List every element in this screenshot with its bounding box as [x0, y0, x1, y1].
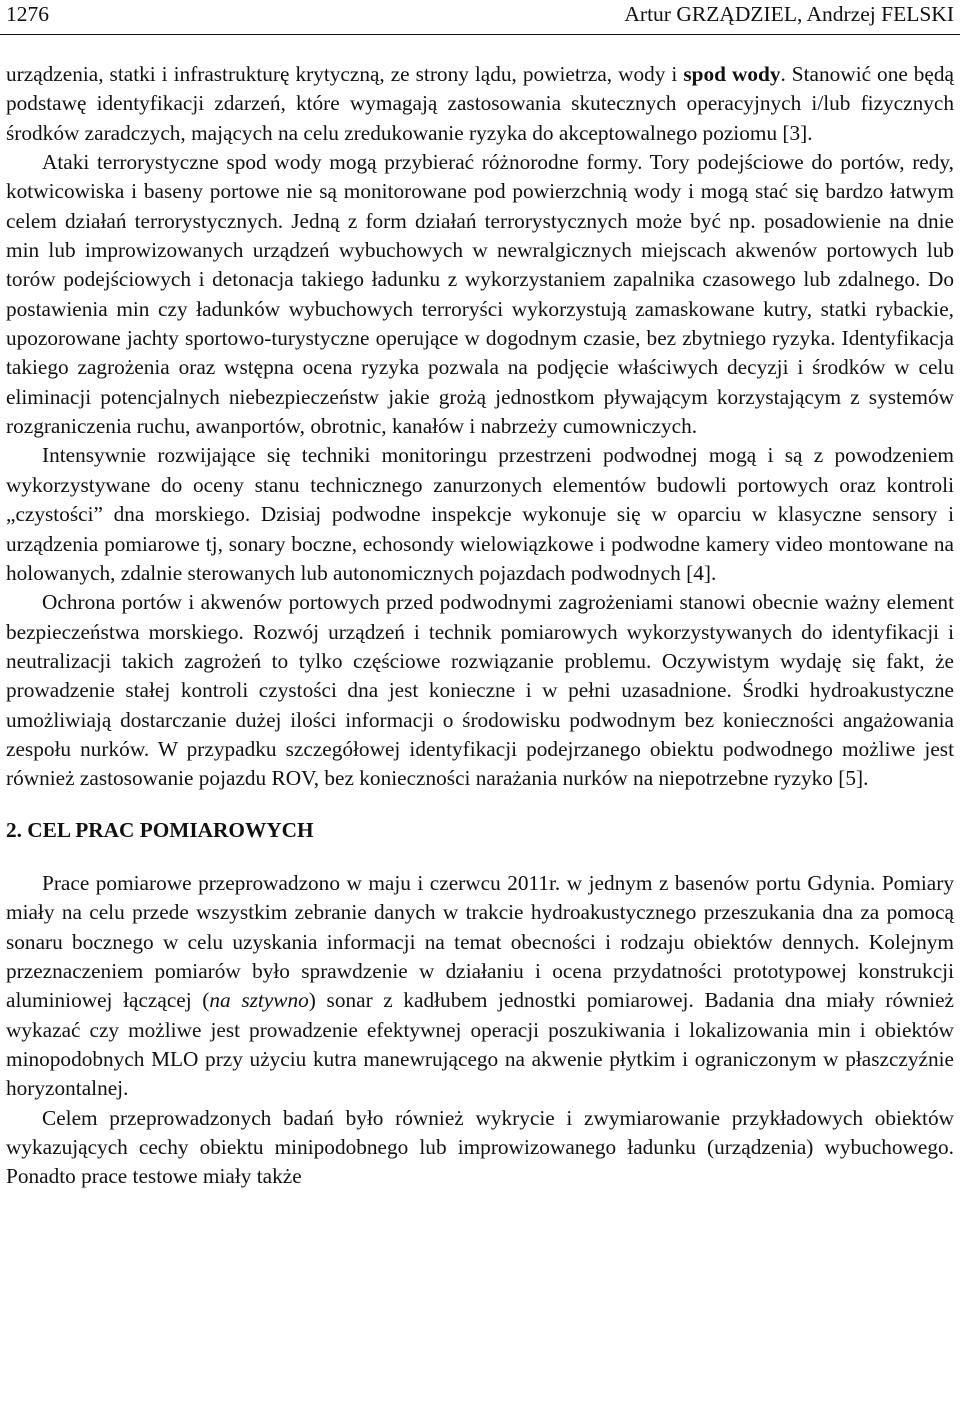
paragraph-5-italic-text: na sztywno — [209, 988, 309, 1013]
paragraph-1 — [6, 60, 954, 148]
paragraph-4: Ochrona portów i akwenów portowych przed podwodnymi zagrożeniami stanowi obecnie ważny element bezpieczeństwa morskiego. Rozwój urządzeń i technik pomiarowych wykorzystywanych do identyfikacji i neutralizacji takich zagrożeń to tylko częściowe rozwiązanie problemu. Oczywistym wydaję się fakt, że prowadzenie stałej kontroli czystości dna jest konieczne i w pełni uzasadnione. Środki hydroakustyczne umożliwiają dostarczanie dużej ilości informacji o środowisku podwodnym bez konieczności angażowania zespołu nurków. W przypadku szczegółowej identyfikacji podejrzanego obiektu podwodnego możliwe jest również zastosowanie pojazdu ROV, bez konieczności narażania nurków na niepotrzebne ryzyko [5]. — [6, 590, 954, 791]
paragraph-5 — [6, 869, 954, 1104]
article-body — [6, 60, 954, 1192]
paragraph-5-text: Prace pomiarowe przeprowadzono w maju i czerwcu 2011r. w jednym z basenów portu Gdynia. Pomiary miały na celu przede wszystkim zebranie danych w trakcie hydroakustycznego przeszukania dna za pomocą sonaru bocznego w celu uzyskania informacji na temat obecności i rodzaju obiektów dennych. Kolejnym przeznaczeniem pomiarów było sprawdzenie w działaniu i ocena przydatności prototypowej konstrukcji aluminiowej łączącej ( — [6, 870, 954, 1013]
paragraph-6: Celem przeprowadzonych badań było również wykrycie i zwymiarowanie przykładowych obiektów wykazujących cechy obiektu minipodobnego lub improwizowanego ładunku (urządzenia) wybuchowego. Ponadto prace testowe miały także — [6, 1105, 954, 1189]
paragraph-3: Intensywnie rozwijające się techniki monitoringu przestrzeni podwodnej mogą i są z powodzeniem wykorzystywane do oceny stanu technicznego zanurzonych elementów budowli portowych oraz kontroli „czystości” dna morskiego. Dzisiaj podwodne inspekcje wykonuje się w oparciu w klasyczne sensory i urządzenia pomiarowe tj, sonary boczne, echosondy wielowiązkowe i podwodne kamery video montowane na holowanych, zdalnie sterowanych lub autonomicznych pojazdach podwodnych [4]. — [6, 443, 954, 585]
page-header — [0, 0, 960, 35]
section-heading: 2. CEL PRAC POMIAROWYCH — [6, 817, 314, 842]
paragraph-2: Ataki terrorystyczne spod wody mogą przybierać różnorodne formy. Tory podejściowe do portów, redy, kotwicowiska i baseny portowe nie są monitorowane pod powierzchnią wody i mogą stać się bardzo łatwym celem działań terrorystycznych. Jedną z form działań terrorystycznych może być np. posadowienie na dnie min lub improwizowanych urządzeń wybuchowych w newralgicznych miejscach akwenów portowych lub torów podejściowych i detonacja takiego ładunku z wykorzystaniem zapalnika czasowego lub zdalnego. Do postawienia min czy ładunków wybuchowych terroryści wykorzystują zamaskowane kutry, statki rybackie, upozorowane jachty sportowo-turystyczne operujące w dogodnym czasie, bez zbytniego ryzyka. Identyfikacja takiego zagrożenia oraz wstępna ocena ryzyka pozwala na podjęcie właściwych decyzji i środków w celu eliminacji potencjalnych niebezpieczeństw jakie grożą jednostkom pływającym korzystającym z systemów rozgraniczenia ruchu, awanportów, obrotnic, kanałów i nabrzeży cumowniczych. — [6, 150, 954, 439]
running-head-authors: Artur GRZĄDZIEL, Andrzej FELSKI — [624, 2, 954, 26]
paragraph-1-bold-text: spod wody — [683, 62, 781, 86]
paragraph-1-text-cont: . Stanowić one będą podstawę identyfikacji zdarzeń, które wymagają zastosowania skutecznych operacyjnych i/lub fizycznych środków zaradczych, mających na celu zredukowanie ryzyka do akceptowalnego poziomu [3]. — [6, 62, 954, 145]
paragraph-5-text-cont: ) sonar z kadłubem jednostki pomiarowej. Badania dna miały również wykazać czy możliwe jest prowadzenie efektywnej operacji poszukiwania i lokalizowania min i obiektów minopodobnych MLO przy użyciu kutra manewrującego na akwenie płytkim i ograniczonym w płaszczyźnie horyzontalnej. — [6, 988, 954, 1101]
paragraph-1-text: urządzenia, statki i infrastrukturę krytyczną, ze strony lądu, powietrza, wody i — [6, 62, 684, 86]
page-number: 1276 — [6, 2, 49, 26]
